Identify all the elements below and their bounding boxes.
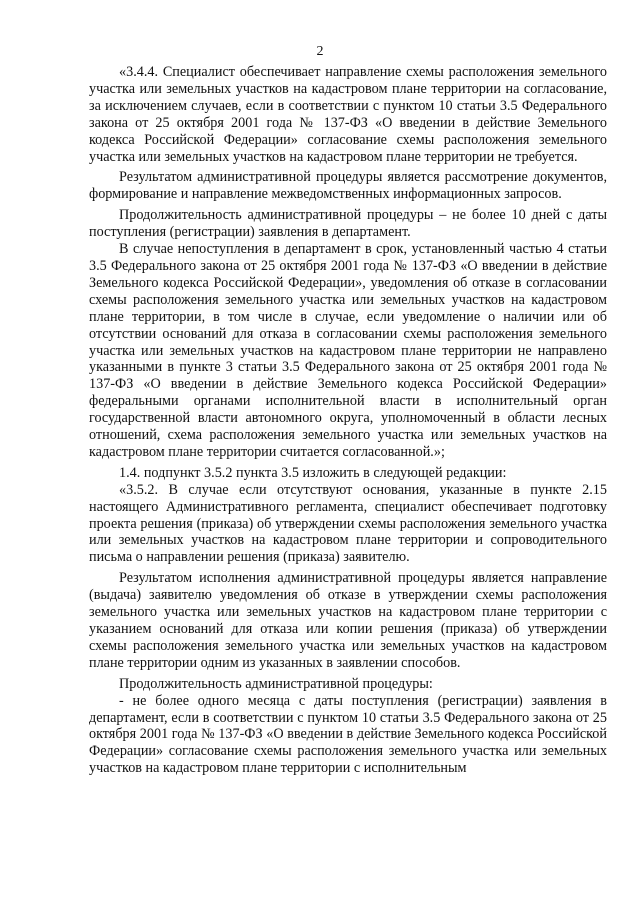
paragraph-duration-10-days: Продолжительность административной процедуры – не более 10 дней с даты поступления (регистрации) заявления в департамент. xyxy=(89,207,607,241)
paragraph-duration-heading: Продолжительность административной процедуры: xyxy=(119,675,433,692)
paragraph-duration-one-month: - не более одного месяца с даты поступления (регистрации) заявления в департамент, если в соответствии с пунктом 10 статьи 3.5 Федерального закона от 25 октября 2001 года № 137-ФЗ «О введении в действие Земельного кодекса Российской Федерации» согласование схемы расположения земельного участка или земельных участков на кадастровом плане территории с исполнительным xyxy=(89,692,607,777)
paragraph-result-requests: Результатом административной процедуры является рассмотрение документов, формирование и направление межведомственных информационных запросов. xyxy=(89,169,607,203)
paragraph-3-4-4: «3.4.4. Специалист обеспечивает направление схемы расположения земельного участка или земельных участков на кадастровом плане территории на согласование, за исключением случаев, если в соответствии с пунктом 10 статьи 3.5 Федерального закона от 25 октября 2001 года № 137-ФЗ «О введении в действие Земельного кодекса Российской Федерации» согласование схемы расположения земельного участка или земельных участков на кадастровом плане территории не требуется. xyxy=(89,64,607,165)
paragraph-3-5-2: «3.5.2. В случае если отсутствуют основания, указанные в пункте 2.15 настоящего Административного регламента, специалист обеспечивает подготовку проекта решения (приказа) об утверждении схемы расположения земельного участка или земельных участков на кадастровом плане территории и сопроводительного письма о направлении решения (приказа) заявителю. xyxy=(89,481,607,566)
document-body xyxy=(89,64,607,777)
paragraph-amendment-1-4: 1.4. подпункт 3.5.2 пункта 3.5 изложить в следующей редакции: xyxy=(119,464,507,481)
paragraph-non-receipt: В случае непоступления в департамент в срок, установленный частью 4 статьи 3.5 Федерального закона от 25 октября 2001 года № 137-ФЗ «О введении в действие Земельного кодекса Российской Федерации», уведомления об отказе в согласовании схемы расположения земельного участка или земельных участков на кадастровом плане территории, в том числе в случае, если уведомление о наличии или об отсутствии оснований для отказа в согласовании схемы расположения земельного участка или земельных участков на кадастровом плане территории не направлено указанными в пункте 3 статьи 3.5 Федерального закона от 25 октября 2001 года № 137-ФЗ «О введении в действие Земельного кодекса Российской Федерации» федеральными органами исполнительной власти в исполнительный орган государственной власти автономного округа, уполномоченный в области лесных отношений, схема расположения земельного участка или земельных участков на кадастровом плане территории считается согласованной.»; xyxy=(89,241,607,460)
page-number: 2 xyxy=(316,44,324,59)
paragraph-result-issuance: Результатом исполнения административной процедуры является направление (выдача) заявителю уведомления об отказе в утверждении схемы расположения земельного участка или земельных участков на кадастровом плане территории с указанием оснований для отказа или копии решения (приказа) об утверждении схемы расположения земельного участка или земельных участков на кадастровом плане территории одним из указанных в заявлении способов. xyxy=(89,570,607,671)
